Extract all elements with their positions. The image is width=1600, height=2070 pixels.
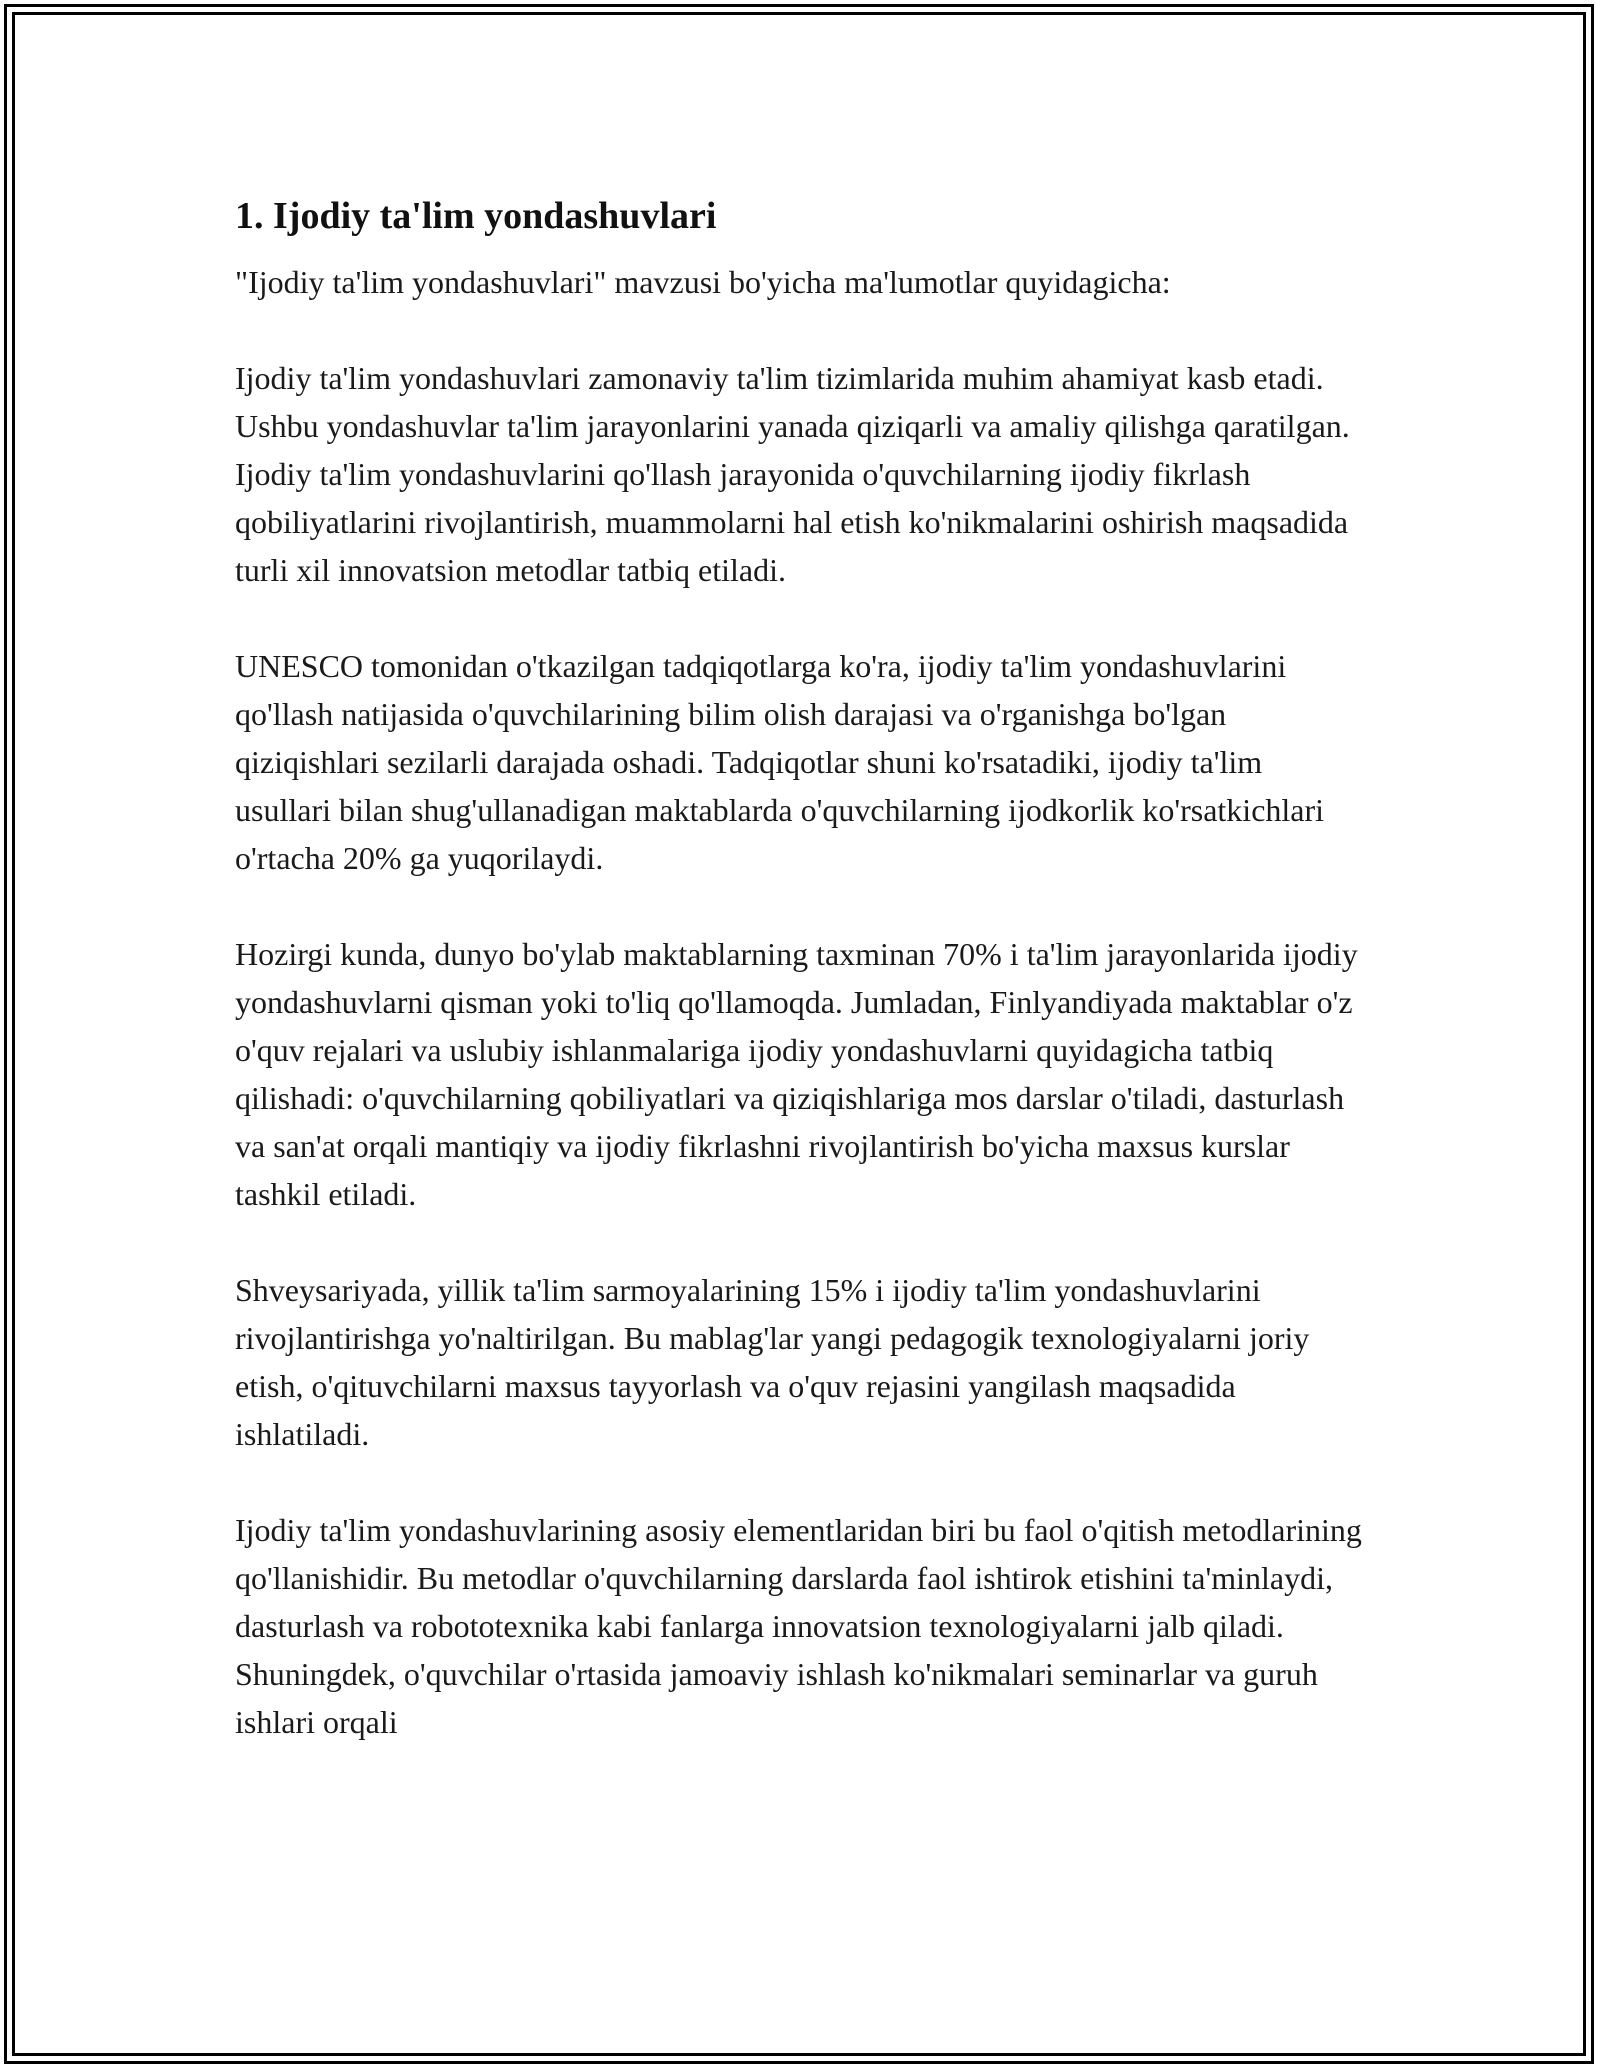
section-heading: 1. Ijodiy ta'lim yondashuvlari: [235, 195, 717, 237]
document-body: [235, 186, 1365, 1794]
paragraph-2: UNESCO tomonidan o'tkazilgan tadqiqotlarga ko'ra, ijodiy ta'lim yondashuvlarini qo'llash natijasida o'quvchilarining bilim olish darajasi va o'rganishga bo'lgan qiziqishlari sezilarli darajada oshadi. Tadqiqotlar shuni ko'rsatadiki, ijodiy ta'lim usullari bilan shug'ullanadigan maktablarda o'quvchilarning ijodkorlik ko'rsatkichlari o'rtacha 20% ga yuqorilaydi.: [235, 648, 1325, 876]
paragraph-1: Ijodiy ta'lim yondashuvlari zamonaviy ta'lim tizimlarida muhim ahamiyat kasb etadi. Ushbu yondashuvlar ta'lim jarayonlarini yanada qiziqarli va amaliy qilishga qaratilgan. Ijodiy ta'lim yondashuvlarini qo'llash jarayonida o'quvchilarning ijodiy fikrlash qobiliyatlarini rivojlantirish, muammolarni hal etish ko'nikmalarini oshirish maqsadida turli xil innovatsion metodlar tatbiq etiladi.: [235, 360, 1350, 588]
intro-paragraph: "Ijodiy ta'lim yondashuvlari" mavzusi bo'yicha ma'lumotlar quyidagicha:: [235, 264, 1171, 300]
paragraph-4: Shveysariyada, yillik ta'lim sarmoyalarining 15% i ijodiy ta'lim yondashuvlarini rivojlantirishga yo'naltirilgan. Bu mablag'lar yangi pedagogik texnologiyalarni joriy etish, o'qituvchilarni maxsus tayyorlash va o'quv rejasini yangilash maqsadida ishlatiladi.: [235, 1272, 1310, 1452]
paragraph-3: Hozirgi kunda, dunyo bo'ylab maktablarning taxminan 70% i ta'lim jarayonlarida ijodiy yondashuvlarni qisman yoki to'liq qo'llamoqda. Jumladan, Finlyandiyada maktablar o'z o'quv rejalari va uslubiy ishlanmalariga ijodiy yondashuvlarni quyidagicha tatbiq qilishadi: o'quvchilarning qobiliyatlari va qiziqishlariga mos darslar o'tiladi, dasturlash va san'at orqali mantiqiy va ijodiy fikrlashni rivojlantirish bo'yicha maxsus kurslar tashkil etiladi.: [235, 936, 1358, 1212]
paragraph-5: Ijodiy ta'lim yondashuvlarining asosiy elementlaridan biri bu faol o'qitish metodlarining qo'llanishidir. Bu metodlar o'quvchilarning darslarda faol ishtirok etishini ta'minlaydi, dasturlash va robototexnika kabi fanlarga innovatsion texnologiyalarni jalb qiladi. Shuningdek, o'quvchilar o'rtasida jamoaviy ishlash ko'nikmalari seminarlar va guruh ishlari orqali: [235, 1512, 1362, 1740]
